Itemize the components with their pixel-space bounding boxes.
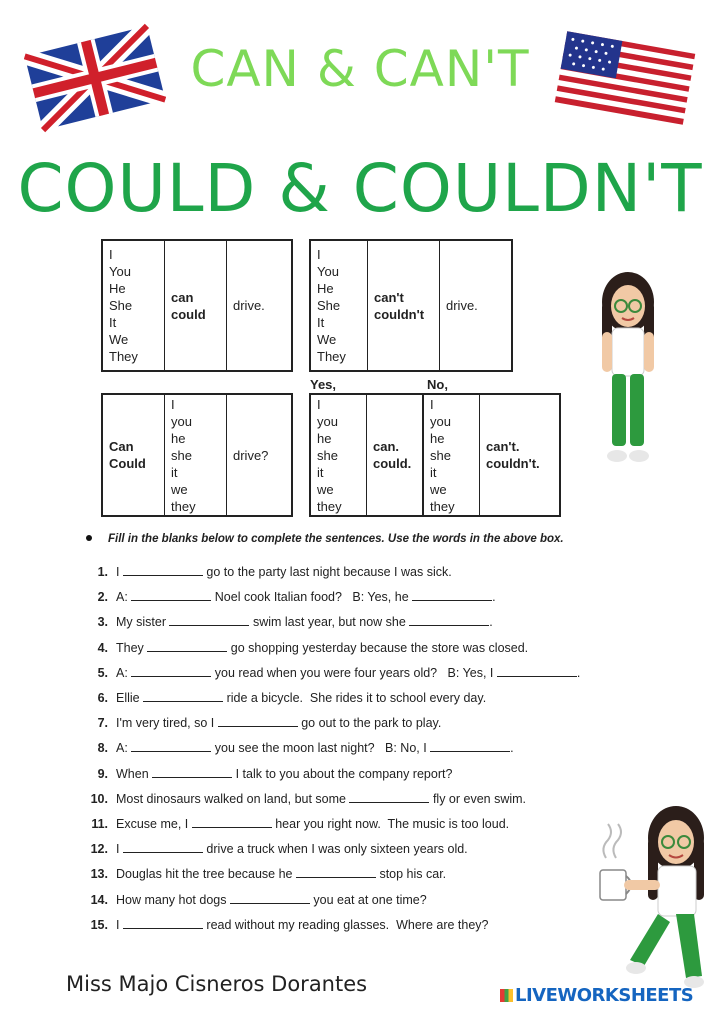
question-text: . [510,741,514,756]
question-row [90,817,509,831]
question-number: 7. [97,716,108,731]
pronoun: I [430,396,434,412]
question-text: . [492,590,496,605]
question-number: 8. [97,741,108,756]
question-text: you read when you were four years old? B: Yes, I [211,665,497,680]
pronoun: it [317,464,324,480]
question-row [90,792,526,806]
verb-column [440,241,511,370]
question-text: When [116,766,153,781]
question-text: How many hot dogs [116,892,230,907]
question-text: you eat at one time? [309,892,427,907]
modal-column [165,241,227,370]
pronoun: you [317,413,338,429]
teacher-avatar-standing-illustration [590,266,668,466]
pronoun: you [430,413,451,429]
question-text: I'm very tired, so I [116,716,218,731]
question-text: I [116,565,123,579]
question-text: I talk to you about the company report? [232,766,453,781]
brand-text: LIVEWORKSHEETS [515,985,694,1006]
answer-blank[interactable] [230,893,310,904]
question-text: hear you right now. The music is too loud. [271,817,510,831]
liveworksheets-grid-icon [500,989,513,1002]
question-text: I [116,842,123,857]
answer-blank[interactable] [409,615,489,626]
question-row [90,590,496,604]
question-row [90,666,580,680]
question-text: swim last year, but now she [249,615,410,630]
pronoun: We [109,332,129,347]
question-number: 11. [91,817,108,831]
question-text: Douglas hit the tree because he [116,867,296,882]
question-number: 13. [90,867,108,882]
answer-blank[interactable] [218,716,298,727]
question-number: 2. [97,590,108,605]
pronoun: They [109,349,138,364]
question-number: 12. [90,842,108,857]
question-number: 9. [97,766,108,781]
answer-blank[interactable] [123,842,203,853]
question-row [90,918,489,932]
question-number: 15. [90,917,108,932]
pronoun: he [171,430,186,446]
no-label: No, [427,377,448,392]
pronoun: I [109,247,113,262]
no-modal-column [480,395,559,515]
modal: can't. [486,439,520,454]
pronoun: they [317,498,342,514]
grammar-box-short-answers [309,393,561,517]
question-number: 1. [97,565,108,579]
grammar-box-question [101,393,293,517]
pronoun: They [317,349,346,364]
question-text: A: [116,741,132,756]
liveworksheets-logo [500,985,693,1006]
verb-column [227,395,291,515]
answer-blank[interactable] [147,641,227,652]
question-number: 3. [97,615,108,630]
pronoun: It [317,315,325,330]
question-text: read without my reading glasses. Where are they? [202,917,489,932]
answer-blank[interactable] [412,590,492,601]
answer-blank[interactable] [296,867,376,878]
answer-blank[interactable] [123,918,203,929]
pronoun: we [317,481,334,497]
question-row [90,741,514,755]
question-row [90,867,446,881]
verb: drive? [233,447,269,463]
pronoun: you [171,413,192,429]
modal-column [368,241,440,370]
no-pronoun-column [424,395,480,515]
question-row [90,767,452,781]
question-text: you see the moon last night? B: No, I [211,741,431,756]
pronoun-column [103,241,165,370]
pronoun: He [317,281,334,296]
answer-blank[interactable] [123,565,203,576]
pronoun: I [171,396,175,412]
pronoun: she [317,447,338,463]
modal: could [171,306,206,322]
answer-blank[interactable] [131,666,211,677]
answer-blank[interactable] [143,691,223,702]
question-row [90,641,528,655]
question-number: 6. [97,691,108,705]
question-text: Ellie [116,691,144,705]
pronoun: it [430,464,437,480]
pronoun: he [430,430,445,446]
pronoun: She [109,298,133,313]
pronoun: You [109,264,131,279]
grammar-box-affirmative [101,239,293,372]
title-can-cant: CAN & CAN'T [190,40,530,98]
modal: could. [373,456,412,471]
question-row [90,565,452,579]
verb: drive. [233,298,265,313]
question-text: drive a truck when I was only sixteen years old. [202,842,468,857]
pronoun: they [430,498,455,514]
question-text: go out to the park to play. [297,716,442,731]
verb: drive. [446,298,478,313]
question-text: . [489,615,493,630]
question-row [90,716,441,730]
teacher-avatar-coffee-illustration [590,800,718,996]
yes-modal-column [367,395,424,515]
question-text: go to the party last night because I was sick. [202,565,452,579]
question-text: go shopping yesterday because the store was closed. [227,640,529,655]
question-number: 14. [90,892,108,907]
question-text: Noel cook Italian food? B: Yes, he [211,590,413,605]
modal: can [171,289,194,305]
pronoun: it [171,464,178,480]
question-text: They [116,640,148,655]
question-row [90,615,493,629]
author-name: Miss Majo Cisneros Dorantes [66,972,368,996]
pronoun: It [109,315,117,330]
answer-blank[interactable] [169,615,249,626]
question-row [90,893,427,907]
pronoun: He [109,281,126,296]
modal: couldn't [374,306,425,322]
modal: Could [109,456,146,471]
answer-blank[interactable] [430,741,510,752]
answer-blank[interactable] [131,590,211,601]
question-text: fly or even swim. [429,791,527,806]
pronoun: she [430,447,451,463]
pronoun-column [165,395,227,515]
modal: can. [373,439,400,454]
pronoun: we [430,481,447,497]
question-text: . [576,665,581,680]
pronoun: I [317,396,321,412]
pronoun-column [311,241,368,370]
grammar-box-negative [309,239,513,372]
question-number: 5. [97,665,108,680]
question-number: 10. [90,791,108,806]
verb-column [227,241,291,370]
modal: can't [374,289,404,305]
pronoun: She [317,298,341,313]
pronoun: I [317,247,321,262]
bullet-icon [86,535,92,541]
question-text: A: [116,665,132,680]
yes-pronoun-column [311,395,367,515]
answer-blank[interactable] [192,817,272,828]
question-text: A: [116,590,132,605]
pronoun: we [171,481,188,497]
answer-blank[interactable] [497,666,577,677]
modal-column [103,395,165,515]
modal: couldn't. [486,456,540,471]
pronoun: he [317,430,332,446]
question-text: Most dinosaurs walked on land, but some [116,791,350,806]
answer-blank[interactable] [152,767,232,778]
pronoun: she [171,447,192,463]
question-text: Excuse me, I [116,817,192,831]
yes-label: Yes, [310,377,337,392]
modal: Can [109,439,134,454]
title-could-couldnt: COULD & COULDN'T [17,150,703,227]
instruction-text: Fill in the blanks below to complete the sentences. Use the words in the above box. [108,533,564,545]
question-row [90,842,468,856]
pronoun: they [171,498,196,514]
question-number: 4. [97,640,108,655]
pronoun: You [317,264,339,279]
pronoun: We [317,332,337,347]
answer-blank[interactable] [349,792,429,803]
question-row [90,691,486,705]
question-text: ride a bicycle. She rides it to school every day. [223,691,487,705]
question-text: I [116,917,123,932]
question-text: My sister [116,615,170,630]
answer-blank[interactable] [131,741,211,752]
question-text: stop his car. [375,867,447,882]
